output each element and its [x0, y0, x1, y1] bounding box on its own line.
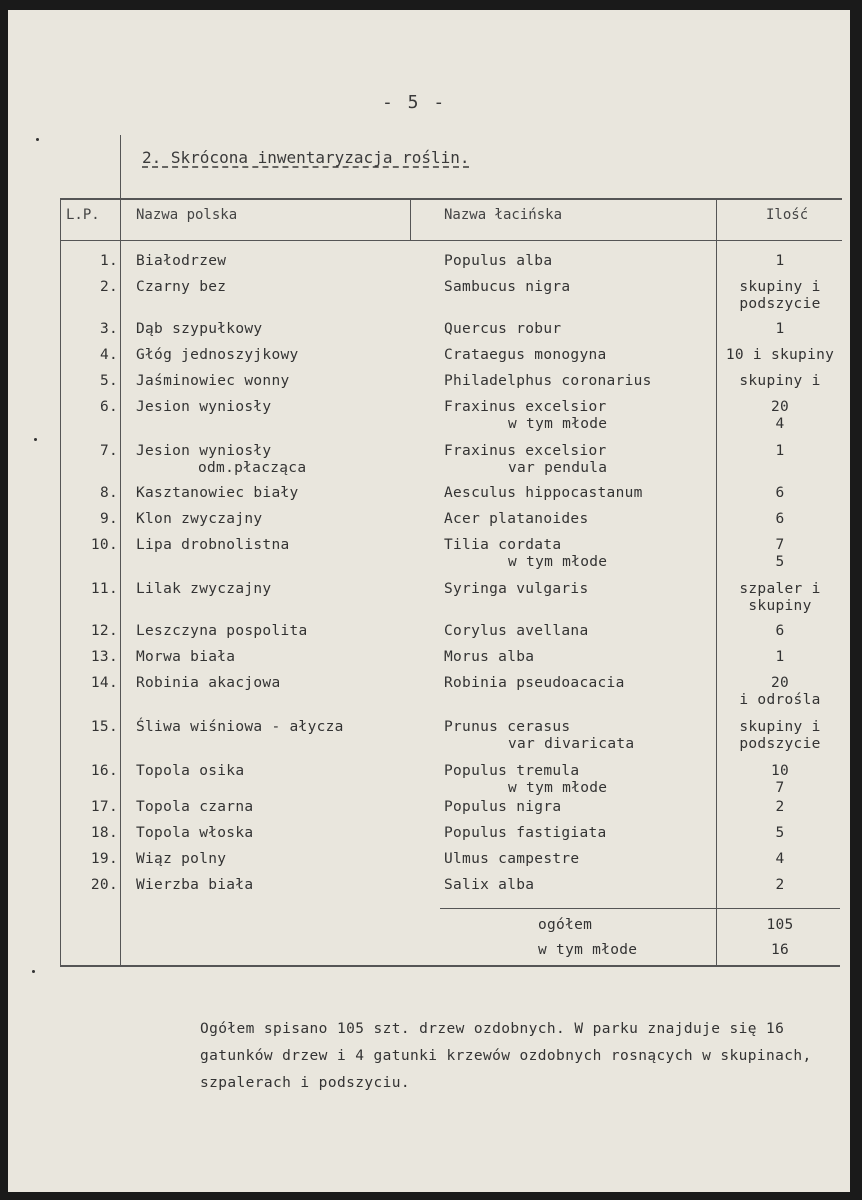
latin-name-note: w tym młode: [508, 416, 608, 432]
quantity-note: skupiny: [748, 598, 812, 614]
quantity: skupiny i: [739, 279, 821, 295]
latin-name-note: var pendula: [508, 460, 608, 476]
quantity: 5: [775, 825, 785, 841]
quantity: 1: [775, 649, 785, 665]
latin-name: Morus alba: [444, 649, 535, 665]
quantity: 1: [775, 443, 785, 459]
latin-name: Robinia pseudoacacia: [444, 675, 625, 691]
row-number: 7.: [99, 443, 118, 459]
latin-name: Crataegus monogyna: [444, 347, 607, 363]
row-number: 12.: [90, 623, 118, 639]
polish-name: Jesion wyniosły: [136, 443, 272, 459]
row-number: 13.: [90, 649, 118, 665]
latin-name: Tilia cordata: [444, 537, 562, 553]
latin-name: Salix alba: [444, 877, 535, 893]
row-number: 6.: [99, 399, 118, 415]
quantity-note: 7: [775, 780, 785, 796]
latin-name: Syringa vulgaris: [444, 581, 589, 597]
polish-name: Leszczyna pospolita: [136, 623, 308, 639]
quantity: 1: [775, 321, 785, 337]
row-number: 20.: [90, 877, 118, 893]
quantity-note: 4: [775, 416, 785, 432]
latin-name: Prunus cerasus: [444, 719, 571, 735]
polish-name: Topola osika: [136, 763, 245, 779]
latin-name: Populus tremula: [444, 763, 580, 779]
header-polish-name: Nazwa polska: [136, 207, 238, 223]
latin-name: Sambucus nigra: [444, 279, 571, 295]
quantity: 20: [770, 399, 790, 415]
latin-name: Acer platanoides: [444, 511, 589, 527]
margin-speck: [32, 970, 35, 973]
polish-name: Morwa biała: [136, 649, 236, 665]
polish-name: Kasztanowiec biały: [136, 485, 299, 501]
row-number: 5.: [99, 373, 118, 389]
quantity: 1: [775, 253, 785, 269]
row-number: 11.: [90, 581, 118, 597]
polish-name: Głóg jednoszyjkowy: [136, 347, 299, 363]
total-young-label: w tym młode: [538, 942, 638, 958]
quantity: 2: [775, 799, 785, 815]
total-label: ogółem: [538, 917, 593, 933]
latin-name: Fraxinus excelsior: [444, 399, 607, 415]
polish-name: Topola włoska: [136, 825, 254, 841]
margin-speck: [36, 138, 39, 141]
lp-column-rule: [120, 198, 121, 966]
polish-name: Robinia akacjowa: [136, 675, 281, 691]
latin-name: Fraxinus excelsior: [444, 443, 607, 459]
header-bottom-rule: [60, 240, 842, 241]
latin-name: Ulmus campestre: [444, 851, 580, 867]
latin-name: Populus fastigiata: [444, 825, 607, 841]
page-number: - 5 -: [382, 92, 447, 113]
row-number: 15.: [90, 719, 118, 735]
summary-paragraph: Ogółem spisano 105 szt. drzew ozdobnych. W parku znajduje się 16 gatunków drzew i 4 gatunki krzewów ozdobnych rosnących w skupinach, szpalerach i podszyciu.: [200, 1021, 812, 1091]
quantity: 2: [775, 877, 785, 893]
polish-name: Lilak zwyczajny: [136, 581, 272, 597]
latin-name: Philadelphus coronarius: [444, 373, 652, 389]
row-number: 2.: [99, 279, 118, 295]
quantity-note: podszycie: [739, 296, 821, 312]
latin-name-note: var divaricata: [508, 736, 635, 752]
row-number: 4.: [99, 347, 118, 363]
margin-speck: [34, 438, 37, 441]
quantity: szpaler i: [739, 581, 821, 597]
latin-name: Populus nigra: [444, 799, 562, 815]
quantity: 6: [775, 511, 785, 527]
quantity: 10: [770, 763, 790, 779]
row-number: 3.: [99, 321, 118, 337]
polish-name: Klon zwyczajny: [136, 511, 263, 527]
total-young-value: 16: [770, 942, 790, 958]
row-number: 14.: [90, 675, 118, 691]
polish-name: Śliwa wiśniowa - ałycza: [136, 719, 344, 735]
latin-column-rule: [716, 198, 717, 966]
latin-name: Aesculus hippocastanum: [444, 485, 643, 501]
quantity-note: 5: [775, 554, 785, 570]
table-top-rule: [60, 198, 842, 200]
row-number: 18.: [90, 825, 118, 841]
section-title: 2. Skrócona inwentaryzacja roślin.: [142, 148, 470, 167]
polish-name: Wierzba biała: [136, 877, 254, 893]
row-number: 19.: [90, 851, 118, 867]
row-number: 9.: [99, 511, 118, 527]
polish-name-variant: odm.płacząca: [198, 460, 307, 476]
latin-name: Quercus robur: [444, 321, 562, 337]
header-latin-name: Nazwa łacińska: [444, 207, 563, 223]
polish-name: Jesion wyniosły: [136, 399, 272, 415]
latin-name: Populus alba: [444, 253, 553, 269]
header-lp: L.P.: [66, 207, 100, 223]
polish-name: Jaśminowiec wonny: [136, 373, 290, 389]
total-value: 105: [766, 917, 794, 933]
latin-name-note: w tym młode: [508, 780, 608, 796]
polish-column-rule-header: [410, 198, 411, 240]
quantity-note: podszycie: [739, 736, 821, 752]
row-number: 8.: [99, 485, 118, 501]
row-number: 17.: [90, 799, 118, 815]
polish-name: Białodrzew: [136, 253, 227, 269]
document-page: [8, 10, 850, 1192]
quantity-note: i odrośla: [739, 692, 821, 708]
polish-name: Lipa drobnolistna: [136, 537, 290, 553]
quantity: 4: [775, 851, 785, 867]
header-quantity: Ilość: [766, 207, 809, 223]
quantity: skupiny i: [739, 719, 821, 735]
quantity: 20: [770, 675, 790, 691]
polish-name: Dąb szypułkowy: [136, 321, 263, 337]
table-bottom-rule: [60, 965, 840, 967]
latin-name-note: w tym młode: [508, 554, 608, 570]
polish-name: Topola czarna: [136, 799, 254, 815]
row-number: 16.: [90, 763, 118, 779]
latin-name: Corylus avellana: [444, 623, 589, 639]
row-number: 10.: [90, 537, 118, 553]
quantity: 7: [775, 537, 785, 553]
table-left-rule: [60, 198, 61, 966]
polish-name: Wiąz polny: [136, 851, 227, 867]
row-number: 1.: [99, 253, 118, 269]
polish-name: Czarny bez: [136, 279, 227, 295]
totals-rule: [440, 908, 840, 909]
quantity: skupiny i: [739, 373, 821, 389]
quantity: 10 i skupiny: [725, 347, 835, 363]
quantity: 6: [775, 485, 785, 501]
quantity: 6: [775, 623, 785, 639]
